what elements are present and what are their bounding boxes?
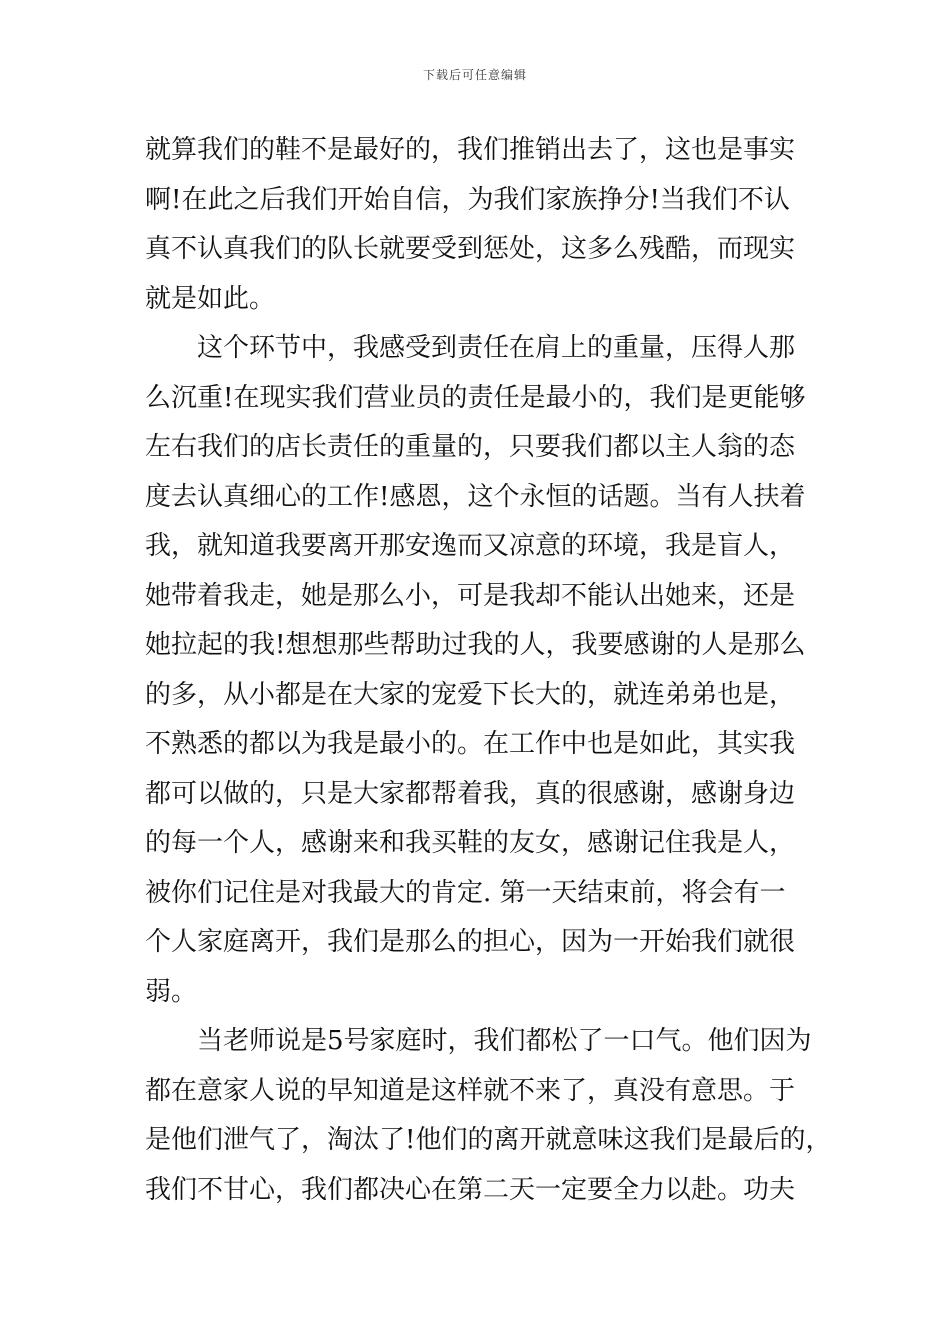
paragraph-start-line: 这个环节中，我感受到责任在肩上的重量，压得人那 xyxy=(197,333,796,363)
text-line: 的多，从小都是在大家的宠爱下长大的，就连弟弟也是， xyxy=(145,679,796,710)
paragraph-start-line: 当老师说是5号家庭时，我们都松了一口气。他们因为 xyxy=(197,1026,812,1056)
text-line: 她带着我走，她是那么小，可是我却不能认出她来，还是 xyxy=(145,580,796,611)
text-line: 就是如此。 xyxy=(145,283,276,314)
text-line: 的每一个人，感谢来和我买鞋的友女，感谢记住我是人， xyxy=(145,828,796,858)
text-line: 我，就知道我要离开那安逸而又凉意的环境，我是盲人， xyxy=(145,531,796,561)
text-line: 她拉起的我!想想那些帮助过我的人，我要感谢的人是那么 xyxy=(145,630,806,660)
header-note: 下载后可任意编辑 xyxy=(422,68,527,82)
text-line: 真不认真我们的队长就要受到惩处，这多么残酷，而现实 xyxy=(145,234,796,264)
text-line: 被你们记住是对我最大的肯定. 第一天结束前，将会有一 xyxy=(145,877,786,908)
text-line: 都在意家人说的早知道是这样就不来了，真没有意思。于 xyxy=(145,1075,796,1106)
text-line: 我们不甘心，我们都决心在第二天一定要全力以赴。功夫 xyxy=(145,1174,796,1205)
text-line: 都可以做的，只是大家都帮着我，真的很感谢，感谢身边 xyxy=(145,778,796,809)
text-line: 是他们泄气了，淘汰了!他们的离开就意味这我们是最后的， xyxy=(145,1125,832,1155)
text-line: 么沉重!在现实我们营业员的责任是最小的，我们是更能够 xyxy=(145,382,806,413)
text-line: 度去认真细心的工作!感恩，这个永恒的话题。当有人扶着 xyxy=(145,481,806,512)
text-line: 不熟悉的都以为我是最小的。在工作中也是如此，其实我 xyxy=(145,729,796,759)
body-text xyxy=(145,126,835,1215)
text-line: 左右我们的店长责任的重量的，只要我们都以主人翁的态 xyxy=(145,432,796,462)
text-line: 弱。 xyxy=(145,976,198,1007)
text-line: 就算我们的鞋不是最好的，我们推销出去了，这也是事实 xyxy=(145,135,796,165)
text-line: 啊!在此之后我们开始自信，为我们家族挣分!当我们不认 xyxy=(145,184,790,215)
text-line: 个人家庭离开，我们是那么的担心，因为一开始我们就很 xyxy=(145,927,796,957)
